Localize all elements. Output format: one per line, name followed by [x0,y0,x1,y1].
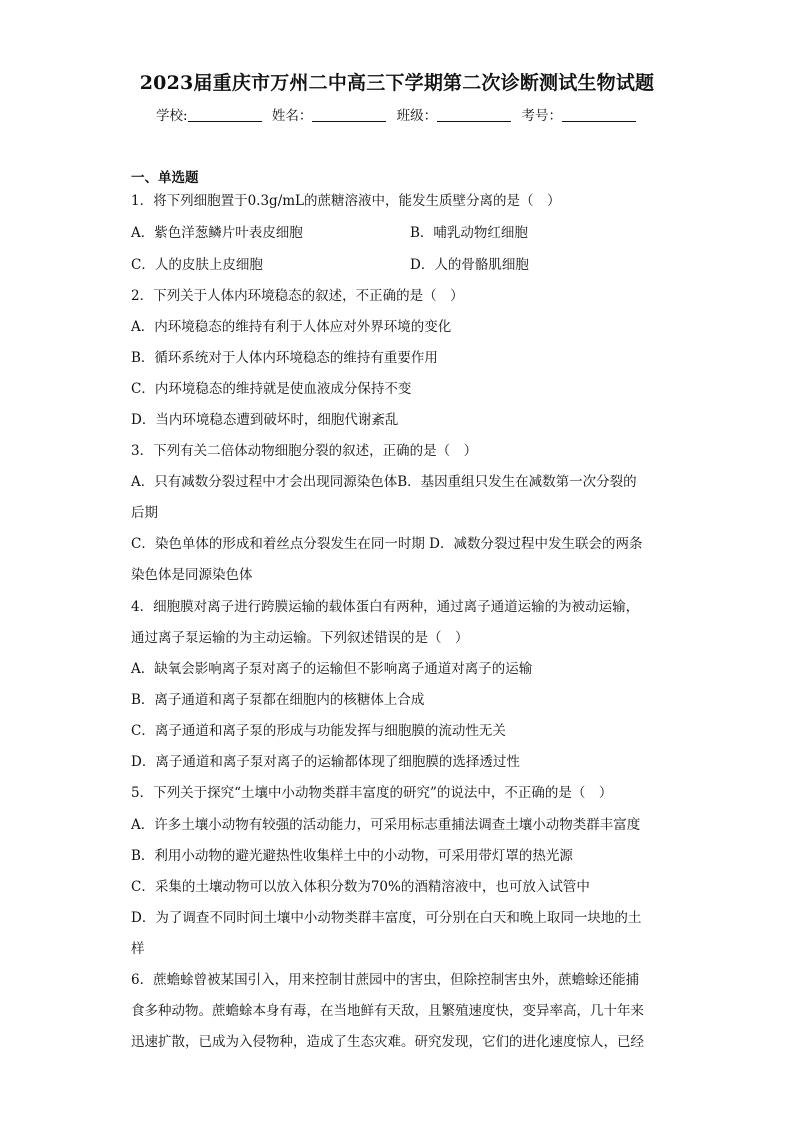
class-label: 班级： [396,108,438,124]
exam-no-label: 考号： [521,108,562,124]
school-label: 学校: [156,108,188,124]
q6-stem-line1: 6．蔗蟾蜍曾被某国引入，用来控制甘蔗园中的害虫，但除控制害虫外，蔗蟾蜍还能捕 [131,972,640,988]
section-title: 一、单选题 [131,170,199,186]
q5-option-b: B．利用小动物的避光避热性收集样土中的小动物，可采用带灯罩的热光源 [131,848,573,864]
name-blank[interactable] [312,107,386,122]
q1-option-a: A．紫色洋葱鳞片叶表皮细胞 [131,225,303,241]
name-label: 姓名： [271,108,313,124]
q1-option-d: D．人的骨骼肌细胞 [410,257,529,273]
q5-stem: 5．下列关于探究“土壤中小动物类群丰富度的研究”的说法中，不正确的是（ ） [131,785,613,801]
q6-stem-line3: 迅速扩散，已成为入侵物种，造成了生态灾难。研究发现，它们的进化速度惊人，已经 [131,1034,644,1050]
q3-options-cd-line2: 染色体是同源染色体 [131,567,253,583]
q3-options-ab-line2: 后期 [131,505,158,521]
class-blank[interactable] [437,107,511,122]
school-blank[interactable] [188,107,262,122]
exam-no-blank[interactable] [562,107,636,122]
q1-stem: 1．将下列细胞置于0.3g/mL的蔗糖溶液中，能发生质壁分离的是（ ） [131,193,561,209]
q4-option-c: C．离子通道和离子泵的形成与功能发挥与细胞膜的流动性无关 [131,723,506,739]
q4-stem-line2: 通过离子泵运输的为主动运输。下列叙述错误的是（ ） [131,630,469,646]
q4-stem-line1: 4．细胞膜对离子进行跨膜运输的载体蛋白有两种，通过离子通道运输的为被动运输， [131,599,640,615]
q4-option-a: A．缺氧会影响离子泵对离子的运输但不影响离子通道对离子的运输 [131,661,533,677]
q1-option-c: C．人的皮肤上皮细胞 [131,257,263,273]
student-info-row [0,104,794,124]
q2-option-b: B．循环系统对于人体内环境稳态的维持有重要作用 [131,350,438,366]
q5-option-c: C．采集的土壤动物可以放入体积分数为70%的酒精溶液中，也可放入试管中 [131,879,590,895]
q5-option-a: A．许多土壤小动物有较强的活动能力，可采用标志重捕法调查土壤小动物类群丰富度 [131,817,641,833]
q3-options-ab-line1: A．只有减数分裂过程中才会出现同源染色体B．基因重组只发生在减数第一次分裂的 [131,474,637,490]
q1-option-b: B．哺乳动物红细胞 [410,225,528,241]
q2-option-c: C．内环境稳态的维持就是使血液成分保持不变 [131,381,412,397]
q6-stem-line2: 食多种动物。蔗蟾蜍本身有毒，在当地鲜有天敌，且繁殖速度快，变异率高，几十年来 [131,1003,644,1019]
q5-option-d-line2: 样 [131,941,145,957]
q5-option-d-line1: D．为了调查不同时间土壤中小动物类群丰富度，可分别在白天和晚上取同一块地的土 [131,910,642,926]
q2-stem: 2．下列关于人体内环境稳态的叙述，不正确的是（ ） [131,288,464,304]
q3-stem: 3．下列有关二倍体动物细胞分裂的叙述，正确的是（ ） [131,443,478,459]
q4-option-d: D．离子通道和离子泵对离子的运输都体现了细胞膜的选择透过性 [131,754,520,770]
q3-options-cd-line1: C．染色单体的形成和着丝点分裂发生在同一时期 D．减数分裂过程中发生联会的两条 [131,536,643,552]
q2-option-a: A．内环境稳态的维持有利于人体应对外界环境的变化 [131,319,452,335]
q4-option-b: B．离子通道和离子泵都在细胞内的核糖体上合成 [131,692,425,708]
q2-option-d: D．当内环境稳态遭到破坏时，细胞代谢紊乱 [131,412,399,428]
page-title: 2023届重庆市万州二中高三下学期第二次诊断测试生物试题 [139,72,655,94]
